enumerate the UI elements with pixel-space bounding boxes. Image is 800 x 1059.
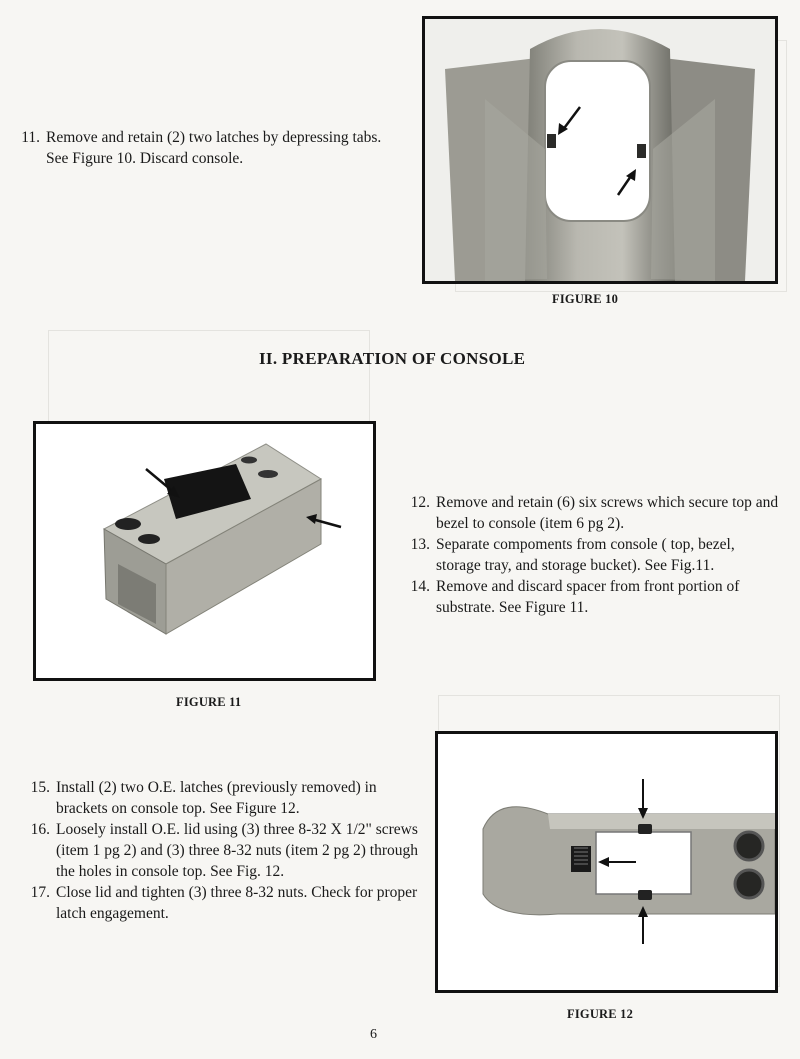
page-number: 6 <box>370 1027 377 1042</box>
step-12 <box>400 492 780 534</box>
step-text: Remove and retain (6) six screws which secure top and bezel to console (item 6 pg 2). <box>436 494 779 532</box>
figure-11-caption: FIGURE 11 <box>176 695 242 709</box>
step-text: Loosely install O.E. lid using (3) three 8-32 X 1/2" screws (item 1 pg 2) and (3) three 8-32 nuts (item 2 pg 2) through the holes in console top. See Fig. 12. <box>56 821 419 880</box>
step-11 <box>14 127 404 169</box>
step-text: Install (2) two O.E. latches (previously removed) in brackets on console top. See Figure 12. <box>56 779 377 817</box>
figure-11-image <box>33 421 376 681</box>
figure-10-caption: FIGURE 10 <box>552 292 619 306</box>
step-17 <box>24 882 424 924</box>
step-text: Remove and discard spacer from front portion of substrate. See Figure 11. <box>436 578 740 616</box>
step-number: 15. <box>30 779 50 796</box>
step-text: Separate compoments from console ( top, bezel, storage tray, and storage bucket). See Fig.11. <box>436 536 735 574</box>
step-13 <box>400 534 780 576</box>
step-number: 13. <box>410 536 430 553</box>
step-number: 11. <box>21 129 40 146</box>
step-15 <box>24 777 424 819</box>
step-14 <box>400 576 780 618</box>
step-text: Close lid and tighten (3) three 8-32 nuts. Check for proper latch engagement. <box>56 884 418 922</box>
figure-12-image <box>435 731 778 993</box>
step-number: 17. <box>30 884 50 901</box>
step-number: 14. <box>410 578 430 595</box>
step-text: Remove and retain (2) two latches by depressing tabs. See Figure 10. Discard console. <box>46 129 382 167</box>
steps-mid <box>400 492 780 618</box>
figure-10-image <box>422 16 778 284</box>
figure-12-caption: FIGURE 12 <box>567 1007 634 1021</box>
step-16 <box>24 819 424 882</box>
steps-bottom <box>24 777 424 924</box>
section-heading: II. PREPARATION OF CONSOLE <box>259 349 526 368</box>
step-number: 12. <box>410 494 430 511</box>
step-number: 16. <box>30 821 50 838</box>
steps-top <box>14 127 404 169</box>
